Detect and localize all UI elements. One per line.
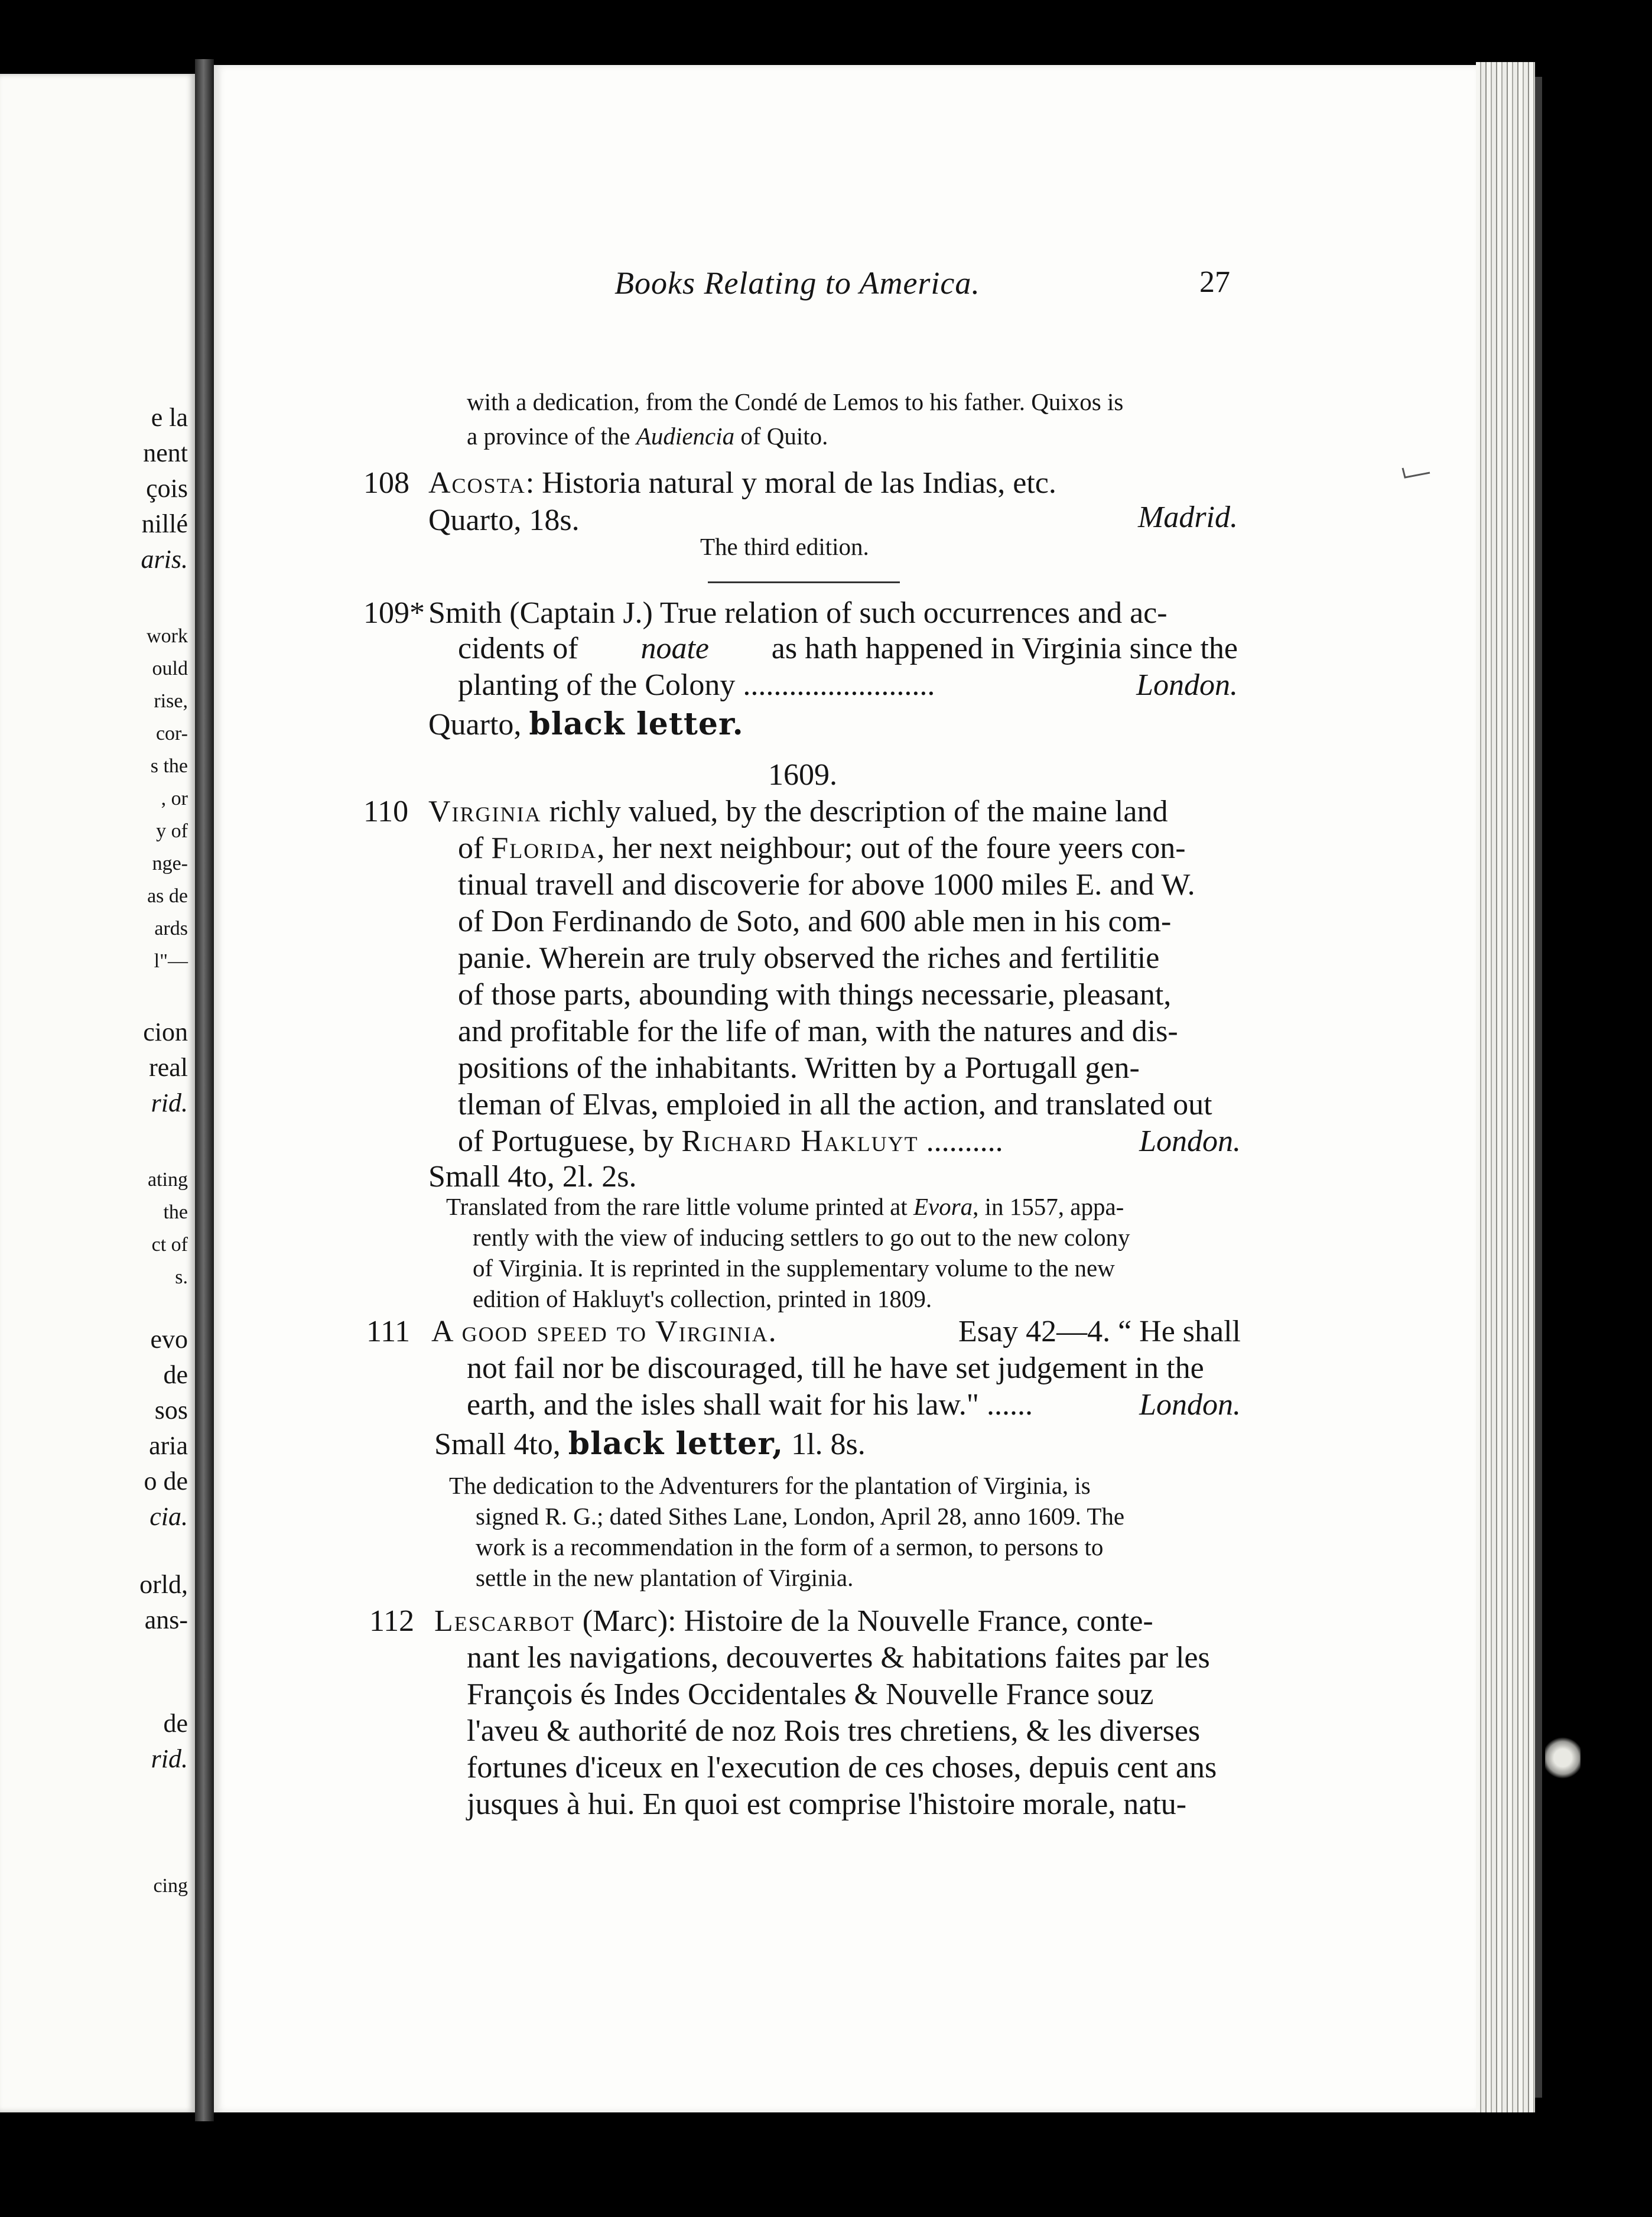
entry-110-note-line: of Virginia. It is reprinted in the supplementary volume to the new <box>473 1254 1115 1282</box>
format-text: Quarto, <box>428 708 522 742</box>
entry-111-note-line: signed R. G.; dated Sithes Lane, London, April 28, anno 1609. The <box>476 1503 1125 1530</box>
year-heading: 1609. <box>768 758 837 792</box>
note-text: of Quito. <box>734 422 828 450</box>
entry-place: London. <box>1139 1388 1241 1422</box>
left-page-line: s. <box>175 1266 188 1288</box>
running-title: Books Relating to America. <box>614 265 980 301</box>
format-text: Small 4to, <box>434 1428 561 1461</box>
entry-title: : Historia natural y moral de las Indias, etc. <box>525 466 1056 500</box>
left-page-line: the <box>163 1201 188 1223</box>
entry-text: of <box>458 831 492 865</box>
entry-108-line <box>363 468 1056 499</box>
left-page-line: ct of <box>151 1234 188 1256</box>
entry-text: Esay 42—4. “ He shall <box>958 1315 1241 1348</box>
left-page-line: , or <box>161 788 188 810</box>
left-page-line: y of <box>156 820 188 842</box>
entry-number: 112 <box>369 1604 415 1638</box>
entry-109-line <box>458 670 1238 701</box>
note-text: Translated from the rare little volume printed at <box>446 1193 913 1220</box>
left-page-line: cia. <box>149 1502 188 1531</box>
entry-110-note-line <box>446 1195 1124 1219</box>
entry-italic-word: noate <box>640 632 709 665</box>
left-page-line: cion <box>143 1018 188 1046</box>
continuation-note-line: with a dedication, from the Condé de Lemos to his father. Quixos is <box>467 388 1124 415</box>
entry-number: 108 <box>363 466 409 500</box>
left-page-line: work <box>147 625 188 647</box>
entry-text-sc: Florida <box>491 831 597 865</box>
left-page-line: orld, <box>139 1570 188 1599</box>
entry-110-note-line: rently with the view of inducing settlers to go out to the new colony <box>473 1224 1130 1251</box>
left-page-line: nillé <box>141 509 188 538</box>
left-page-line: cing <box>153 1875 188 1897</box>
entry-title-sc: A good speed to Virginia. <box>431 1315 778 1348</box>
entry-108-place: Madrid. <box>1138 500 1238 534</box>
note-text: , in 1557, appa- <box>973 1193 1124 1220</box>
entry-author: Acosta <box>428 466 526 500</box>
left-page-line: rid. <box>151 1088 188 1117</box>
blackletter-text: black letter, <box>568 1426 784 1462</box>
left-page-line: ating <box>148 1169 188 1191</box>
leader-dots: .......... <box>918 1124 1003 1158</box>
entry-112-line: fortunes d'iceux en l'execution de ces choses, depuis cent ans <box>467 1751 1217 1784</box>
entry-112-line: François és Indes Occidentales & Nouvelle France souz <box>467 1678 1154 1711</box>
entry-110-line <box>363 797 1241 827</box>
section-rule <box>708 581 900 583</box>
entry-110-line: tleman of Elvas, emploied in all the action, and translated out <box>458 1088 1212 1121</box>
left-page-line: l"— <box>154 950 188 972</box>
left-page-line: rid. <box>151 1744 188 1773</box>
book-gutter <box>195 59 214 2121</box>
entry-text: (Marc): Histoire de la Nouvelle France, conte- <box>574 1604 1153 1638</box>
entry-110-format: Small 4to, 2l. 2s. <box>428 1160 637 1194</box>
left-page-line: çois <box>146 474 188 503</box>
entry-111-note-line: settle in the new plantation of Virginia. <box>476 1564 854 1591</box>
entry-number: 111 <box>366 1315 411 1348</box>
entry-109-line <box>458 633 1238 664</box>
entry-111-note-line: The dedication to the Adventurers for the plantation of Virginia, is <box>449 1472 1091 1499</box>
entry-112-line <box>369 1606 1153 1637</box>
left-page-line: e la <box>151 403 188 432</box>
entry-text: cidents of <box>458 632 578 665</box>
note-text: a province of the <box>467 422 636 450</box>
left-page-line: de <box>163 1360 188 1389</box>
entry-text: of Portuguese, by <box>458 1124 682 1158</box>
left-page-line: ards <box>154 918 188 940</box>
entry-112-line: nant les navigations, decouvertes & habitations faites par les <box>467 1641 1210 1675</box>
margin-pencil-mark <box>1400 467 1433 480</box>
left-page-line: aria <box>149 1431 188 1460</box>
entry-110-line: and profitable for the life of man, with the natures and dis- <box>458 1015 1178 1048</box>
paper-stain <box>1545 1734 1581 1782</box>
note-italic: Evora <box>913 1193 973 1220</box>
entry-title-sc: Virginia <box>428 795 542 828</box>
entry-author-sc: Richard Hakluyt <box>681 1124 919 1158</box>
page-fore-edge <box>1476 62 1535 2112</box>
left-page-line: nent <box>143 438 188 467</box>
entry-111-line <box>467 1390 1241 1420</box>
entry-110-line: panie. Wherein are truly observed the riches and fertilitie <box>458 941 1160 975</box>
left-facing-page <box>0 74 195 2112</box>
entry-110-line <box>458 1126 1241 1157</box>
entry-111-format <box>434 1426 866 1462</box>
entry-111-note-line: work is a recommendation in the form of a sermon, to persons to <box>476 1533 1104 1561</box>
entry-110-line <box>458 833 1186 864</box>
entry-text: earth, and the isles shall wait for his law." ...... <box>467 1388 1033 1422</box>
entry-111-line <box>366 1316 1241 1347</box>
entry-text: , her next neighbour; out of the foure yeers con- <box>597 831 1186 865</box>
entry-author-sc: Lescarbot <box>434 1604 575 1638</box>
page-number: 27 <box>1199 265 1230 299</box>
fore-edge-shadow <box>1535 77 1542 2098</box>
left-page-line: cor- <box>155 723 188 745</box>
entry-number: 110 <box>363 795 409 828</box>
entry-110-note-line: edition of Hakluyt's collection, printed in 1809. <box>473 1285 932 1312</box>
entry-110-line: positions of the inhabitants. Written by a Portugall gen- <box>458 1051 1140 1085</box>
entry-110-line: tinual travell and discoverie for above 1000 miles E. and W. <box>458 868 1195 902</box>
entry-text: richly valued, by the description of the maine land <box>541 795 1168 828</box>
left-page-line: s the <box>150 755 188 777</box>
entry-text: planting of the Colony ......................... <box>458 668 935 702</box>
entry-109-line <box>363 598 1235 629</box>
entry-108-format: Quarto, 18s. <box>428 503 580 537</box>
left-page-line: real <box>149 1053 188 1082</box>
entry-number: 109* <box>363 596 425 630</box>
left-page-line: nge- <box>152 853 188 875</box>
entry-109-format <box>428 706 744 742</box>
left-page-line: ans- <box>144 1605 188 1634</box>
entry-111-line: not fail nor be discouraged, till he have set judgement in the <box>467 1351 1204 1385</box>
blackletter-text: black letter. <box>529 706 744 742</box>
left-page-line: evo <box>150 1325 188 1354</box>
format-text: 1l. 8s. <box>791 1428 866 1461</box>
entry-place: London. <box>1139 1124 1241 1158</box>
left-page-line: o de <box>144 1467 188 1496</box>
entry-112-line: jusques à hui. En quoi est comprise l'histoire morale, natu- <box>467 1787 1187 1821</box>
left-page-line: ould <box>152 658 188 680</box>
entry-110-line: of those parts, abounding with things necessarie, pleasant, <box>458 978 1172 1012</box>
entry-110-line: of Don Ferdinando de Soto, and 600 able men in his com- <box>458 905 1172 938</box>
left-page-line: sos <box>154 1396 188 1425</box>
entry-112-line: l'aveu & authorité de noz Rois tres chretiens, & les diverses <box>467 1714 1201 1748</box>
left-page-line: rise, <box>154 690 188 712</box>
left-page-line: as de <box>147 885 188 907</box>
left-page-line: de <box>163 1709 188 1738</box>
entry-text: as hath happened in Virginia since the <box>771 632 1238 665</box>
running-header <box>614 265 1264 301</box>
continuation-note-line <box>467 424 828 448</box>
entry-text: Smith (Captain J.) True relation of such occurrences and ac- <box>428 596 1168 630</box>
entry-108-note: The third edition. <box>700 533 869 560</box>
left-page-line: aris. <box>141 545 188 574</box>
note-italic: Audiencia <box>636 422 735 450</box>
entry-place: London. <box>1136 668 1238 702</box>
